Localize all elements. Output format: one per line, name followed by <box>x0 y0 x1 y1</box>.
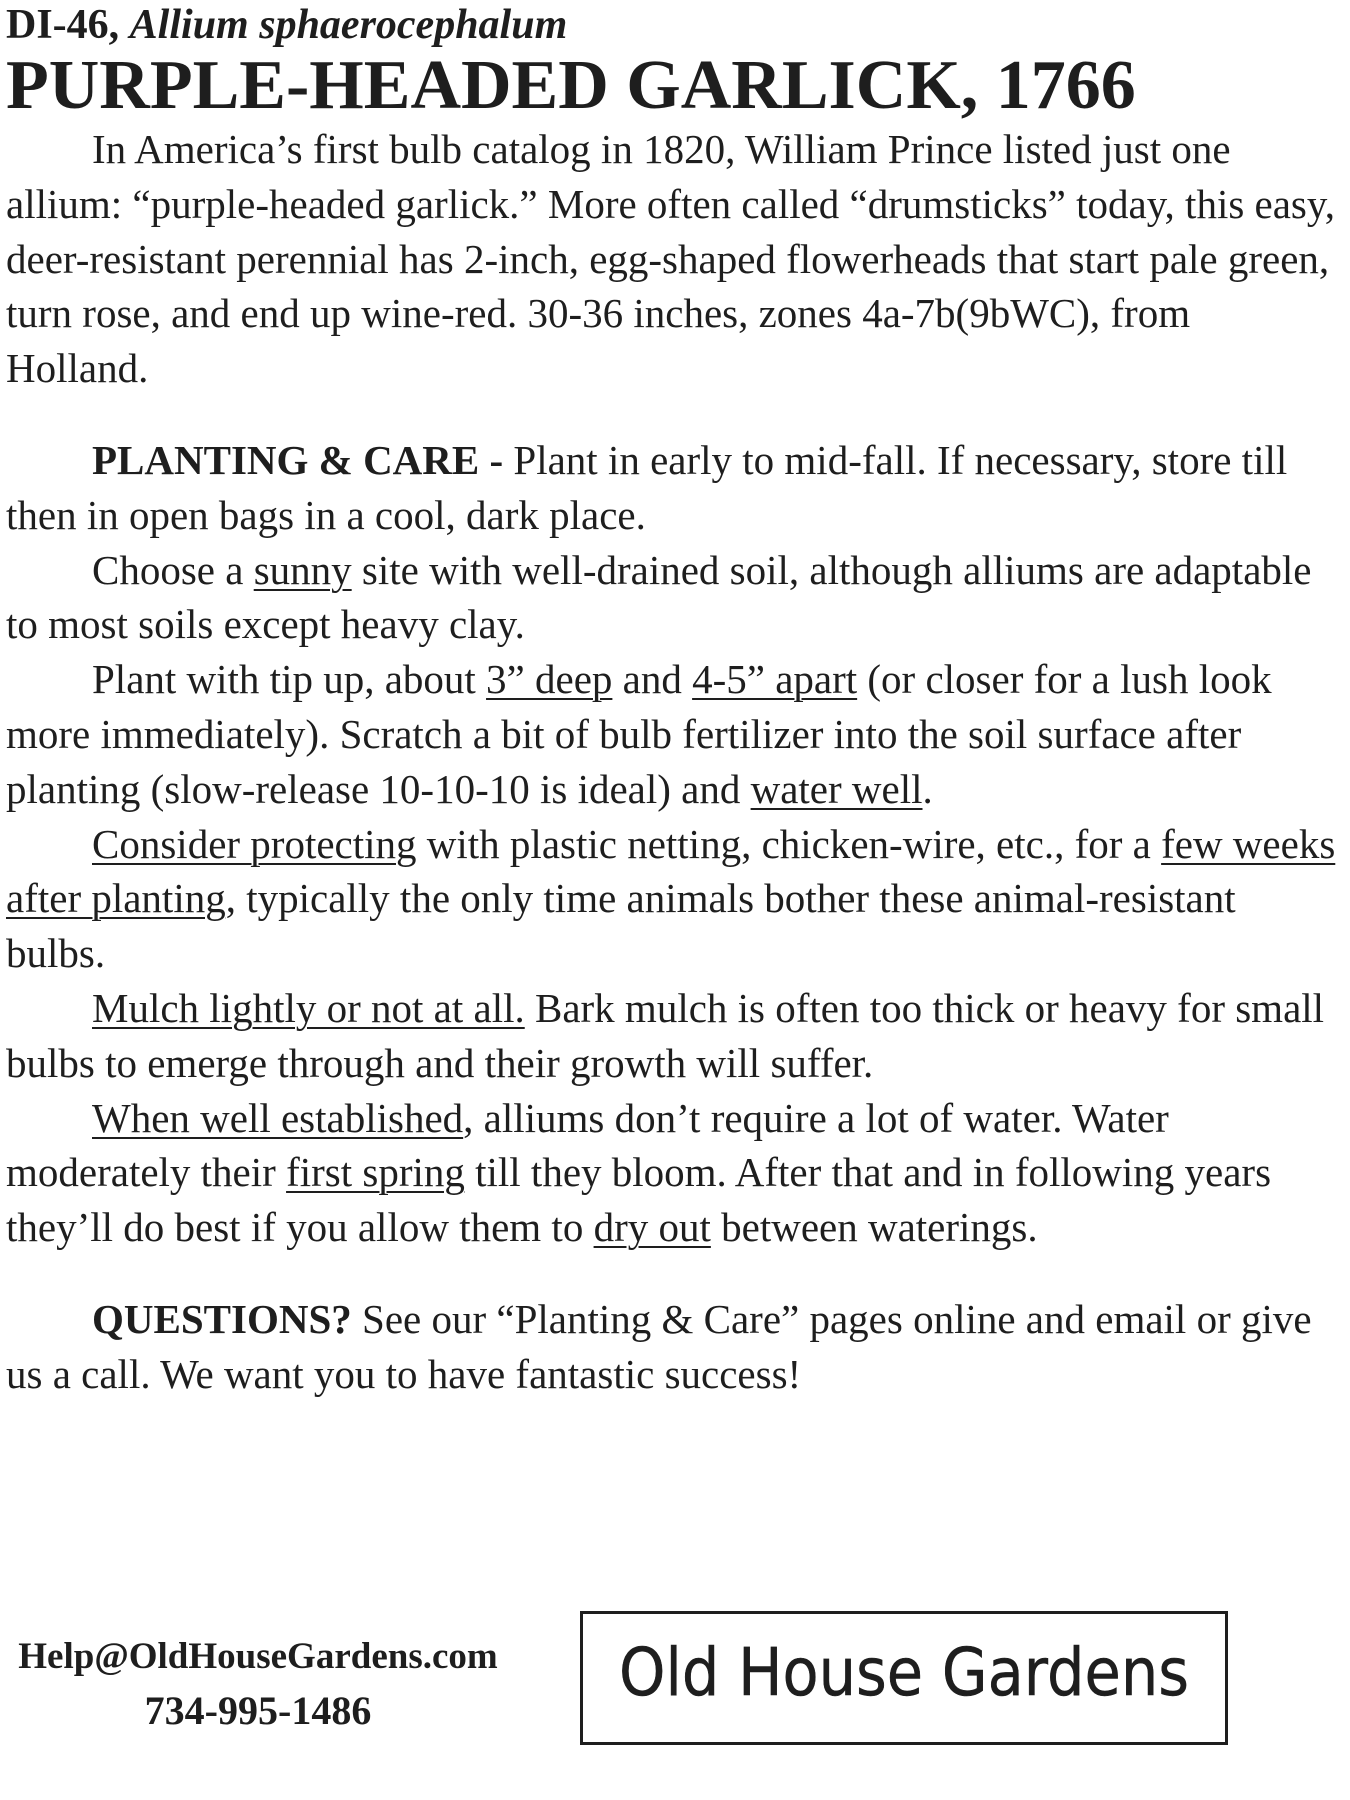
latin-name: Allium sphaerocephalum <box>129 2 568 48</box>
product-code: DI-46, <box>6 2 120 48</box>
contact-phone: 734-995-1486 <box>144 1688 372 1733</box>
text-span: . <box>922 765 933 812</box>
text-span: Choose a <box>92 546 254 593</box>
intro-paragraph: In America’s first bulb catalog in 1820, William Prince listed just one allium: “purple-headed garlick.” More often called “drumsticks” today, this easy, deer-resistant perennial has 2-inch, egg-shaped flowerheads that start pale green, turn rose, and end up wine-red. 30-36 inches, zones 4a-7b(9bWC), from Holland. <box>6 126 1335 392</box>
questions-heading: QUESTIONS? <box>92 1295 352 1342</box>
underlined-text: dry out <box>593 1204 711 1251</box>
text-span: with plastic netting, chicken-wire, etc., for a <box>416 820 1162 867</box>
text-span: and <box>612 656 693 703</box>
text-span: Bark mulch is often too thick or heavy for small bulbs to emerge through and their growth will suffer. <box>6 984 1325 1086</box>
contact-email[interactable]: Help@OldHouseGardens.com <box>18 1636 498 1677</box>
page-title: PURPLE-HEADED GARLICK, 1766 <box>6 47 1136 124</box>
underlined-text: 4-5” apart <box>692 656 858 703</box>
logo-wordmark <box>604 1623 1204 1733</box>
planting-paragraph-2 <box>6 543 1336 653</box>
planting-p1-text: Plant in early to mid-fall. If necessary, store till then in open bags in a cool, dark place. <box>6 436 1288 538</box>
planting-paragraph-3 <box>6 652 1336 816</box>
text-span: till they bloom. After that and in following years they’ll do best if you allow them to <box>6 1149 1272 1251</box>
footer-contact <box>8 1630 508 1738</box>
underlined-text: Consider protecting <box>92 820 417 867</box>
text-span: between waterings. <box>710 1204 1038 1251</box>
underlined-text: water well <box>750 765 923 812</box>
questions-paragraph <box>6 1292 1336 1402</box>
company-logo <box>580 1611 1228 1745</box>
underlined-text: Mulch lightly or not at all. <box>92 984 525 1031</box>
questions-text: See our “Planting & Care” pages online and email or give us a call. We want you to have fantastic success! <box>6 1295 1312 1397</box>
underlined-text: first spring <box>286 1149 465 1196</box>
planting-heading: PLANTING & CARE - <box>92 436 504 483</box>
planting-paragraph-6 <box>6 1091 1336 1255</box>
underlined-text: sunny <box>253 546 352 593</box>
text-span: (or closer for a lush look more immediately). Scratch a bit of bulb fertilizer into the soil surface after planting (slow-release 10-10-10 is ideal) and <box>6 656 1272 812</box>
text-span: Plant with tip up, about <box>92 656 487 703</box>
text-span: , typically the only time animals bother these animal-resistant bulbs. <box>6 875 1236 977</box>
product-code-line <box>6 0 1336 50</box>
planting-paragraph-4 <box>6 817 1336 981</box>
document-page <box>6 0 1336 1402</box>
logo-text: Old House Gardens <box>619 1634 1189 1711</box>
planting-paragraph-1 <box>6 433 1336 543</box>
planting-paragraph-5 <box>6 981 1336 1091</box>
underlined-text: When well established <box>92 1094 464 1141</box>
underlined-text: few weeks after planting <box>6 820 1336 922</box>
text-span: , alliums don’t require a lot of water. Water moderately their <box>6 1094 1169 1196</box>
text-span: site with well-drained soil, although alliums are adaptable to most soils except heavy clay. <box>6 546 1312 648</box>
underlined-text: 3” deep <box>486 656 613 703</box>
